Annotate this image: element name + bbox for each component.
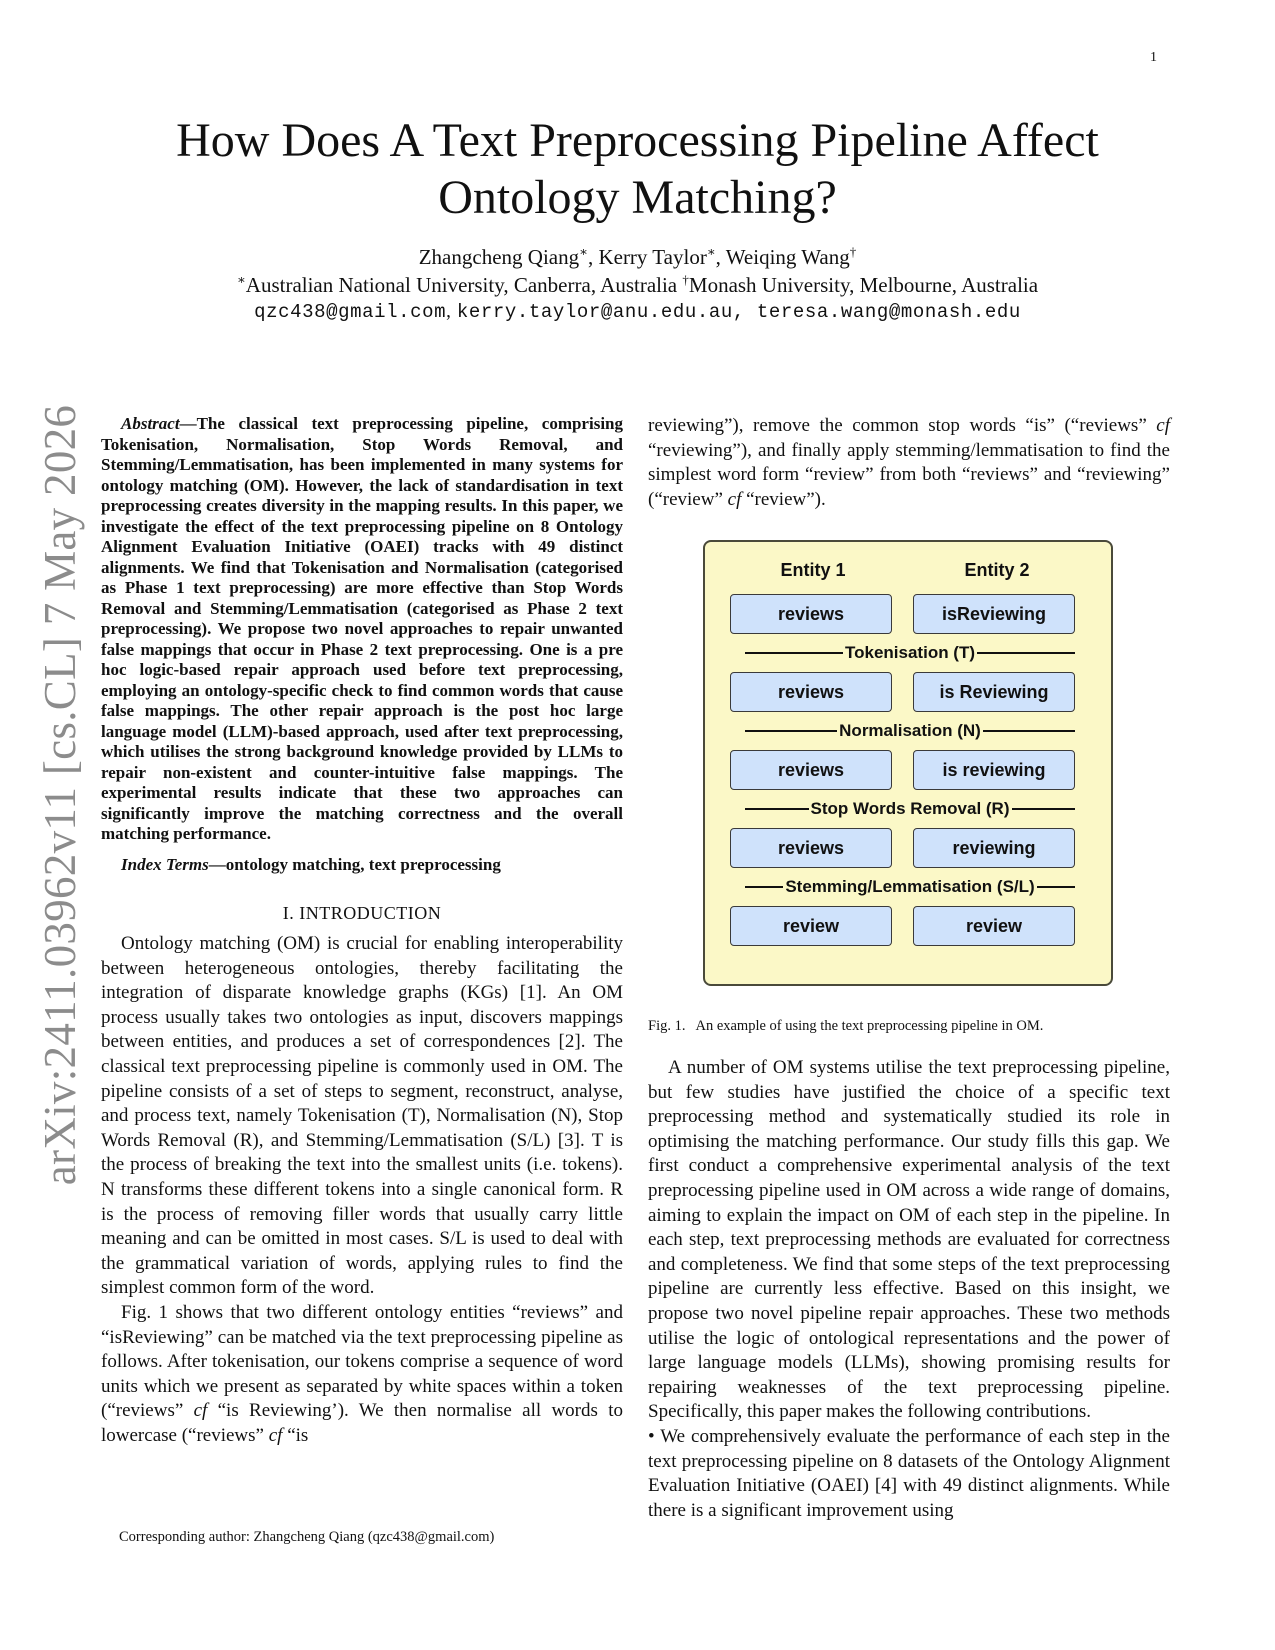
affiliation-mark: ∗ — [579, 244, 588, 259]
figure-token-box: reviews — [730, 672, 892, 712]
figure-caption — [648, 1018, 1170, 1035]
email-link[interactable]: qzc438@gmail.com — [254, 301, 447, 323]
figure-entity1-heading: Entity 1 — [780, 560, 846, 580]
figure-token-box: reviews — [730, 594, 892, 634]
index-terms: Index Terms—ontology matching, text preprocessing — [121, 854, 501, 874]
arxiv-stamp: arXiv:2411.03962v11 [cs.CL] 7 May 2026 — [35, 404, 85, 1186]
figure-token-box: isReviewing — [913, 594, 1075, 634]
email-link[interactable]: kerry.taylor@anu.edu.au, teresa.wang@monash.edu — [456, 301, 1021, 323]
figure-step-label: Stemming/Lemmatisation (S/L) — [745, 876, 1075, 898]
section-heading-introduction: I. INTRODUCTION — [282, 903, 442, 923]
figure-token-box: reviewing — [913, 828, 1075, 868]
bullet-icon: • — [648, 1425, 655, 1447]
body-paragraph: reviewing”), remove the common stop words “is” (“reviews” cf “reviewing”), and finally apply stemming/lemmatisation to find the simplest word form “review” from both “reviews” and “reviewing” (“review” cf “review”). — [648, 415, 1170, 510]
figure-token-box: review — [913, 906, 1075, 946]
figure-token-box: is reviewing — [913, 750, 1075, 790]
figure-step-label: Normalisation (N) — [745, 720, 1075, 742]
figure-token-box: reviews — [730, 828, 892, 868]
abstract-text: The classical text preprocessing pipeline, comprising Tokenisation, Normalisation, Stop Words Removal, and Stemming/Lemmatisation, has been implemented in many systems for ontology matching (OM). However, the lack of standardisation in text preprocessing creates diversity in the mapping results. In this paper, we investigate the effect of the text preprocessing pipeline on 8 Ontology Alignment Evaluation Initiative (OAEI) tracks with 49 distinct alignments. We find that Tokenisation and Normalisation (categorised as Phase 1 text preprocessing) are more effective than Stop Words Removal and Stemming/Lemmatisation (categorised as Phase 2 text preprocessing). We propose two novel approaches to repair unwanted false mappings that occur in Phase 2 text preprocessing. One is a pre hoc logic-based repair approach used before text preprocessing, employing an ontology-specific check to find common words that cause false mappings. The other repair approach is the post hoc large language model (LLM)-based approach, used after text preprocessing, which utilises the strong background knowledge provided by LLMs to repair non-existent and counter-intuitive false mappings. The experimental results indicate that these two approaches can significantly improve the matching correctness and the overall matching performance. — [101, 414, 623, 843]
contribution-bullet: • We comprehensively evaluate the performance of each step in the text preprocessing pipeline on 8 datasets of the Ontology Alignment Evaluation Initiative (OAEI) [4] with 49 distinct alignments. While there is a significant improvement using — [648, 1425, 1170, 1521]
body-paragraph: A number of OM systems utilise the text preprocessing pipeline, but few studies have justified the choice of a specific text preprocessing method and systematically studied its role in optimising the matching performance. Our study fills this gap. We first conduct a comprehensive experimental analysis of the text preprocessing pipeline used in OM across a wide range of domains, aiming to explain the impact on OM of each step in the pipeline. In each step, text preprocessing methods are evaluated for correctness and completeness. We find that some steps of the text preprocessing pipeline are currently less effective. Based on this insight, we propose two novel pipeline repair approaches. These two methods utilise the logic of ontological representations and the power of large language models (LLMs), showing promising results for repairing weaknesses of the text preprocessing pipeline. Specifically, this paper makes the following contributions. — [648, 1057, 1170, 1423]
affiliations — [100, 273, 1175, 298]
affiliation-anu: Australian National University, Canberra, Australia — [245, 273, 683, 297]
index-terms-text: ontology matching, text preprocessing — [225, 854, 501, 874]
corresponding-author-footnote: Corresponding author: Zhangcheng Qiang (qzc438@gmail.com) — [119, 1529, 495, 1545]
page-number: 1 — [1150, 50, 1157, 65]
intro-paragraph: Ontology matching (OM) is crucial for enabling interoperability between heterogeneous ontologies, thereby facilitating the integration of disparate knowledge graphs (KGs) [1]. An OM process usually takes two ontologies as input, discovers mappings between entities, and produces a set of correspondences [2]. The classical text preprocessing pipeline is commonly used in OM. The pipeline consists of a set of steps to segment, reconstruct, analyse, and process text, namely Tokenisation (T), Normalisation (N), Stop Words Removal (R), and Stemming/Lemmatisation (S/L) [3]. T is the process of breaking the text into the smallest units (i.e. tokens). N transforms these different tokens into a single canonical form. R is the process of removing filler words that usually carry little meaning and can be omitted in most cases. S/L is used to deal with the grammatical variation of words, applying rules to find the simplest common form of the word. — [101, 933, 623, 1299]
affiliation-mark: † — [682, 272, 689, 287]
right-column-lower — [648, 1056, 1170, 1523]
affiliation-mark: † — [849, 244, 857, 259]
figure-entity2-heading: Entity 2 — [964, 560, 1030, 580]
author-emails: qzc438@gmail.com, kerry.taylor@anu.edu.au, teresa.wang@monash.edu — [254, 301, 1021, 323]
author-name: Zhangcheng Qiang — [418, 245, 580, 269]
figure-pipeline-example — [703, 540, 1113, 986]
author-name: Weiqing Wang — [725, 245, 850, 269]
affiliation-monash: Monash University, Melbourne, Australia — [688, 273, 1039, 297]
paper-title: How Does A Text Preprocessing Pipeline Affect Ontology Matching? — [176, 114, 1099, 224]
abstract-label: Abstract — [121, 414, 180, 433]
figure-caption-text: An example of using the text preprocessing pipeline in OM. — [695, 1018, 1044, 1034]
author-list: Zhangcheng Qiang∗, Kerry Taylor∗, Weiqing Wang† — [418, 244, 857, 269]
figure-token-box: is Reviewing — [913, 672, 1075, 712]
affiliation-mark: ∗ — [706, 244, 716, 259]
figure-step-label: Stop Words Removal (R) — [745, 798, 1075, 820]
abstract: Abstract—The classical text preprocessing pipeline, comprising Tokenisation, Normalisation, Stop Words Removal, and Stemming/Lemmatisation, has been implemented in many systems for ontology matching (OM). However, the lack of standardisation in text preprocessing creates diversity in the mapping results. In this paper, we investigate the effect of the text preprocessing pipeline on 8 Ontology Alignment Evaluation Initiative (OAEI) tracks with 49 distinct alignments. We find that Tokenisation and Normalisation (categorised as Phase 1 text preprocessing) are more effective than Stop Words Removal and Stemming/Lemmatisation (categorised as Phase 2 text preprocessing). We propose two novel approaches to repair unwanted false mappings that occur in Phase 2 text preprocessing. One is a pre hoc logic-based repair approach used before text preprocessing, employing an ontology-specific check to find common words that cause false mappings. The other repair approach is the post hoc large language model (LLM)-based approach, used after text preprocessing, which utilises the strong background knowledge provided by LLMs to repair non-existent and counter-intuitive false mappings. The experimental results indicate that these two approaches can significantly improve the matching correctness and the overall matching performance. — [101, 414, 623, 843]
affiliation-mark: ∗ — [236, 272, 246, 287]
figure-token-box: reviews — [730, 750, 892, 790]
index-terms-label: Index Terms — [121, 854, 209, 874]
figure-token-box: review — [730, 906, 892, 946]
intro-paragraph: Fig. 1 shows that two different ontology entities “reviews” and “isReviewing” can be matched via the text preprocessing pipeline as follows. After tokenisation, our tokens comprise a sequence of word units which we present as separated by white spaces within a token (“reviews” cf “is Reviewing’). We then normalise all words to lowercase (“reviews” cf “is — [101, 1301, 623, 1446]
right-column — [648, 414, 1170, 512]
author-name: Kerry Taylor — [598, 245, 707, 269]
left-column — [101, 414, 623, 1448]
figure-caption-label: Fig. 1. — [648, 1018, 686, 1034]
figure-step-label: Tokenisation (T) — [745, 642, 1075, 664]
